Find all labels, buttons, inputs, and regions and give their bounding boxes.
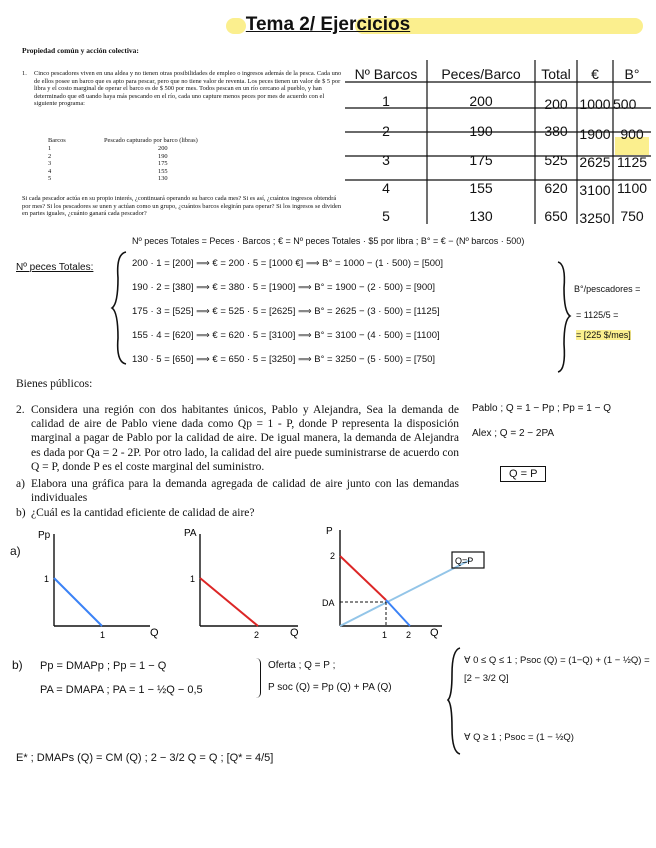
hw-line: 175 · 3 = [525] ⟹ € = 525 · 5 = [2625] ⟹ B° = 2625 − (3 · 500) = [1125] — [132, 306, 440, 317]
g3-xlabel: Q — [430, 627, 439, 639]
program-rows — [48, 145, 228, 183]
graph-alejandra — [178, 524, 318, 642]
table-cell: 1900 — [579, 126, 611, 142]
note-pablo: Pablo ; Q = 1 − Pp ; Pp = 1 − Q — [472, 403, 611, 414]
g2-xlabel: Q — [290, 627, 299, 639]
hw-division: = 1125/5 = — [576, 310, 619, 320]
partb-oferta: Oferta ; Q = P ; — [268, 660, 336, 671]
section1-heading: Propiedad común y acción colectiva: — [22, 46, 139, 55]
problem2-number: 2. — [16, 404, 25, 416]
partb-psoc: P soc (Q) = Pp (Q) + PA (Q) — [268, 682, 392, 693]
partb-left-brace-icon — [446, 646, 462, 756]
item-b-label: b) — [16, 507, 26, 519]
hw-line: 155 · 4 = [620] ⟹ € = 620 · 5 = [3100] ⟹ B° = 3100 − (4 · 500) = [1100] — [132, 330, 440, 341]
table-cell: 190 — [469, 123, 493, 139]
aggregate-demand-blue — [386, 600, 410, 626]
program-col2: Pescado capturado por barco (libras) — [104, 137, 198, 144]
table-row — [345, 116, 651, 146]
header-revenue: € — [591, 66, 599, 82]
item-a-label: a) — [16, 478, 25, 490]
item-b-text: ¿Cuál es la cantidad eficiente de calidad de aire? — [31, 507, 255, 519]
program-row: 2 190 — [48, 152, 168, 160]
g2-xtick: 2 — [254, 630, 260, 640]
section2-heading: Bienes públicos: — [16, 378, 93, 390]
table-cell: 1 — [382, 93, 390, 109]
table-cell: 155 — [469, 180, 493, 196]
left-brace-icon — [110, 248, 130, 368]
table-cell: 2 — [382, 123, 390, 139]
table-cell: 620 — [544, 180, 568, 196]
g3-supply-label: Q=P — [455, 556, 474, 566]
note-supply: Q = P — [500, 466, 546, 482]
hw-line: 200 · 1 = [200] ⟹ € = 200 · 5 = [1000 €] ⟹ B° = 1000 − (1 · 500) = [500] — [132, 258, 443, 269]
hw-per-fisher: B°/pescadores = — [574, 284, 641, 294]
g1-xlabel: Q — [150, 627, 159, 639]
page-title: Tema 2/ Ejercicios — [245, 14, 411, 35]
program-row: 1 200 — [48, 145, 168, 152]
partb-line2: PA = DMAPA ; PA = 1 − ½Q − 0,5 — [40, 684, 203, 696]
table-cell: 1100 — [616, 180, 648, 196]
table-cell: 175 — [469, 152, 493, 168]
table-cell: 3 — [382, 152, 390, 168]
table-row — [345, 202, 651, 230]
table-cell: 525 — [544, 152, 568, 168]
program-col1: Barcos — [48, 137, 66, 144]
table-cell: 3250 — [579, 210, 611, 226]
supply-line — [340, 560, 470, 626]
g3-xtick-1: 1 — [382, 630, 388, 640]
header-total: Total — [541, 66, 571, 82]
graph-pablo — [30, 528, 170, 643]
program-row: 5 130 — [48, 175, 168, 183]
g3-ylabel: P — [326, 526, 333, 537]
right-brace-icon — [556, 258, 572, 378]
table-cell: 3100 — [579, 182, 611, 198]
g3-xtick-2: 2 — [406, 630, 412, 640]
program-row: 4 155 — [48, 167, 168, 175]
table-cell: 500 — [613, 96, 637, 112]
g3-mark: DA — [322, 598, 335, 608]
partb-brace — [256, 658, 261, 698]
note-alex: Alex ; Q = 2 − 2PA — [472, 428, 555, 439]
table-cell: 130 — [469, 208, 493, 224]
header-profit: B° — [624, 66, 640, 82]
table-cell: 380 — [544, 123, 568, 139]
g2-ylabel: PA — [184, 528, 197, 539]
table-row — [345, 146, 651, 174]
aggregate-demand-red — [340, 556, 386, 600]
g1-xtick: 1 — [100, 630, 106, 640]
table-cell-highlight: 1125 — [616, 154, 648, 170]
table-cell: 900 — [620, 126, 644, 142]
table-cell: 200 — [469, 93, 493, 109]
table-row — [345, 86, 651, 116]
table-cell: 1000 — [579, 96, 611, 112]
fishing-table — [345, 62, 651, 230]
g1-ylabel: Pp — [38, 530, 51, 541]
partb-line1: Pp = DMAPp ; Pp = 1 − Q — [40, 660, 167, 672]
table-cell: 750 — [620, 208, 644, 224]
problem1-text: Cinco pescadores viven en una aldea y no tienen otras posibilidades de empleo o ingresos además de la pesca. Cada uno de ellos posee un barco que es apto para pescar, pero que no tiene valor de reventa. Los peces tienen un valor de $ 5 por libra y el costo marginal de operar el barco es de $ 500 por mes. Todos pescan en un río cercano al pueblo, y han determinado que e8 uando haya más pescando en el río, cada uno capture menos peces por mes de acuerdo con el siguiente programa: — [34, 70, 342, 108]
hw-result: = [225 $/mes] — [576, 330, 631, 340]
header-boats: Nº Barcos — [354, 66, 418, 82]
g3-ytick: 2 — [330, 551, 336, 561]
hw-line: 130 · 5 = [650] ⟹ € = 650 · 5 = [3250] ⟹ B° = 3250 − (5 · 500) = [750] — [132, 354, 436, 365]
table-cell: 5 — [382, 208, 390, 224]
problem1-question: Si cada pescador actúa en su propio interés, ¿continuará operando su barco cada mes? Si es así, ¿cuántos ingresos obtendrá por mes? Si los pescadores se unen y actúan como un grupo, ¿cuántos barcos elegirán para operar? Si los ingresos se dividen en partes iguales, ¿cuánto ganará cada pescador? — [22, 195, 342, 218]
hw-side-label: Nº peces Totales: — [16, 262, 94, 273]
program-row: 3 175 — [48, 160, 168, 168]
table-cell: 2625 — [579, 154, 611, 170]
partb-case2: ∀ Q ≥ 1 ; Psoc = (1 − ½Q) — [464, 732, 574, 743]
problem2-text: Considera una región con dos habitantes únicos, Pablo y Alejandra, Sea la demanda de calidad de aire de Pablo viene dada como Qp = 1 - P, donde P representa la disposición marginal a pagar de Pablo por la calidad de aire. De igual manera, la demanda de Alejandra es dada por Qa = 2 - 2P. Por otro lado, la calidad del aire puede suministrarse de acuerdo con Q = P, donde P es el coste marginal del suministro. — [31, 404, 459, 473]
header-fish-per-boat: Peces/Barco — [441, 66, 521, 82]
problem1-number: 1. — [22, 70, 27, 77]
partb-label: b) — [12, 658, 23, 672]
table-cell: 200 — [544, 96, 568, 112]
graph-aggregate — [320, 522, 490, 644]
alejandra-demand-line — [200, 578, 258, 626]
partb-final: E* ; DMAPs (Q) = CM (Q) ; 2 − 3/2 Q = Q ; [Q* = 4/5] — [16, 752, 274, 764]
table-row — [345, 174, 651, 202]
pablo-demand-line — [54, 578, 102, 626]
table-cell: 4 — [382, 180, 390, 196]
g2-ytick: 1 — [190, 574, 196, 584]
graphs-part-label: a) — [10, 544, 21, 558]
hw-lines — [132, 258, 568, 378]
item-a-text: Elabora una gráfica para la demanda agregada de calidad de aire junto con las demandas individuales — [31, 478, 459, 505]
hw-line: 190 · 2 = [380] ⟹ € = 380 · 5 = [1900] ⟹ B° = 1900 − (2 · 500) = [900] — [132, 282, 436, 293]
hw-legend: Nº peces Totales = Peces · Barcos ; € = Nº peces Totales · $5 por libra ; B° = € − (Nº barcos · 500) — [132, 236, 525, 246]
partb-case1: ∀ 0 ≤ Q ≤ 1 ; Psoc (Q) = (1−Q) + (1 − ½Q) = [2 − 3/2 Q] — [464, 655, 650, 684]
g1-ytick: 1 — [44, 574, 50, 584]
table-header-row — [345, 62, 651, 86]
table-cell: 650 — [544, 208, 568, 224]
